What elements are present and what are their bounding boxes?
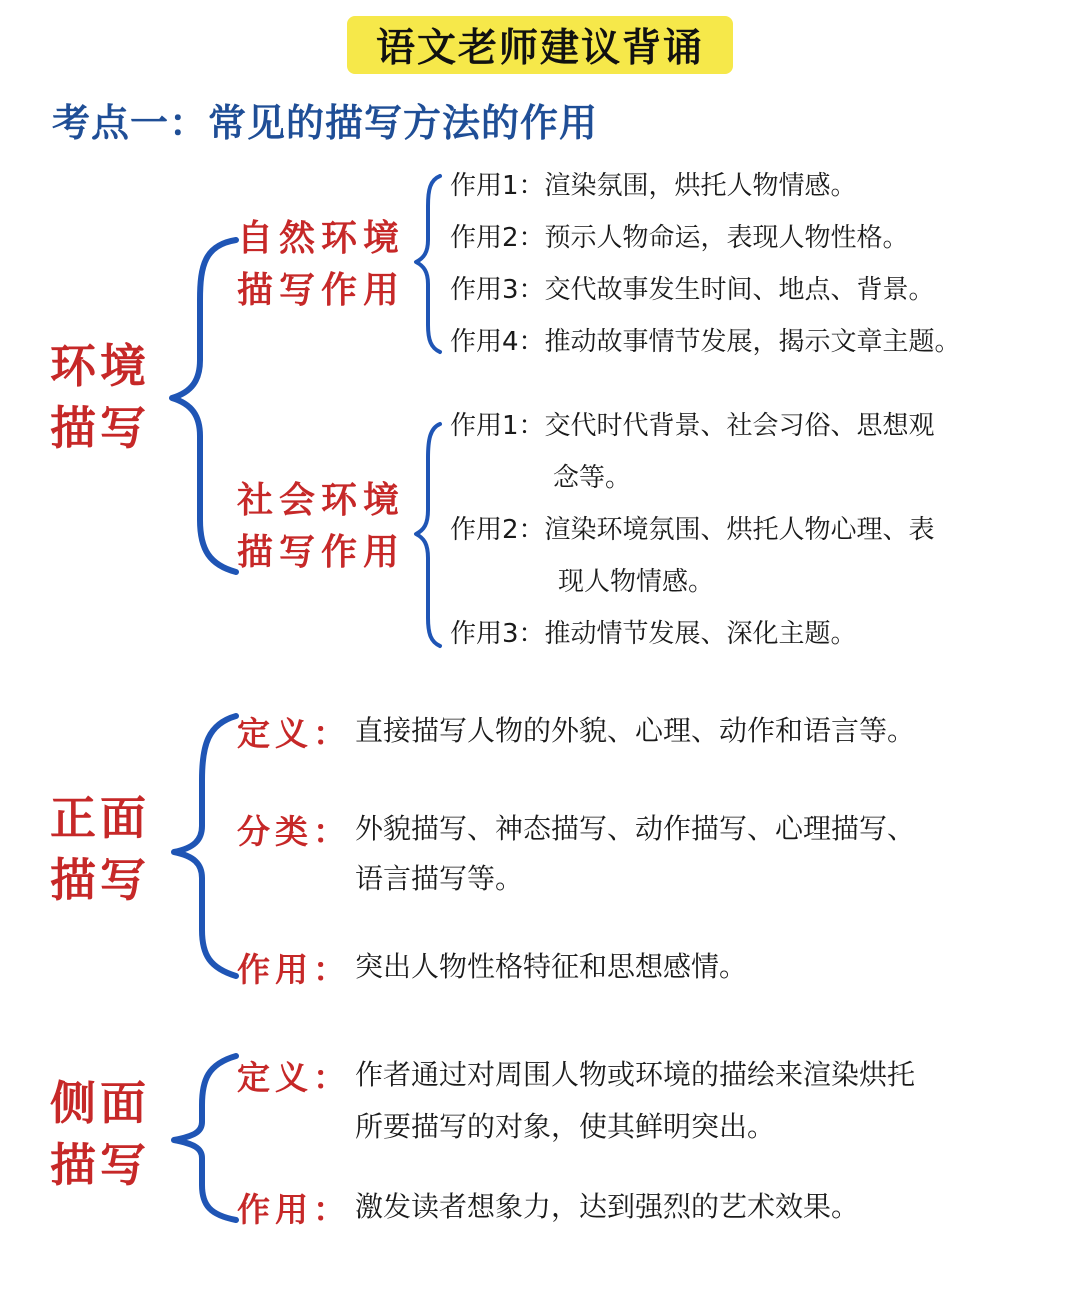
page-title: 语文老师建议背诵: [375, 25, 704, 71]
front-label: [50, 787, 150, 911]
env-label-line1: 环境: [50, 339, 150, 393]
side-label: [50, 1072, 150, 1196]
side-definition-line2: 所要描写的对象，使其鲜明突出。: [355, 1110, 776, 1143]
env-label: [50, 335, 150, 459]
side-label-line2: 描写: [50, 1138, 150, 1192]
social-brace: [416, 424, 440, 646]
env-label-line2: 描写: [50, 401, 150, 455]
front-label-line2: 描写: [50, 853, 150, 907]
natural-item-4: 作用4：推动故事情节发展，揭示文章主题。: [450, 327, 961, 357]
social-label-line1: 社会环境: [237, 479, 406, 521]
front-category-label: 分类：: [237, 812, 351, 851]
front-category-line2: 语言描写等。: [355, 862, 524, 895]
front-definition-text: 直接描写人物的外貌、心理、动作和语言等。: [355, 714, 916, 747]
side-definition-line1: 作者通过对周围人物或环境的描绘来渲染烘托: [355, 1058, 916, 1091]
front-effect-text: 突出人物性格特征和思想感情。: [355, 950, 748, 983]
natural-item-2: 作用2：预示人物命运，表现人物性格。: [450, 223, 909, 253]
side-effect-label: 作用：: [237, 1190, 351, 1229]
side-brace: [174, 1056, 236, 1220]
natural-label-line1: 自然环境: [237, 217, 406, 259]
side-label-line1: 侧面: [50, 1076, 150, 1130]
front-label-line1: 正面: [50, 791, 150, 845]
natural-item-1: 作用1：渲染氛围，烘托人物情感。: [450, 171, 857, 201]
front-definition-label: 定义：: [237, 714, 351, 753]
natural-env-label: [237, 212, 405, 316]
side-definition-label: 定义：: [237, 1058, 351, 1097]
natural-item-3: 作用3：交代故事发生时间、地点、背景。: [450, 275, 935, 305]
social-item-3: 作用3：推动情节发展、深化主题。: [450, 619, 857, 649]
natural-brace: [416, 176, 440, 352]
side-effect-text: 激发读者想象力，达到强烈的艺术效果。: [355, 1190, 860, 1223]
front-category-line1: 外貌描写、神态描写、动作描写、心理描写、: [355, 812, 916, 845]
env-brace: [172, 240, 236, 572]
natural-label-line2: 描写作用: [237, 269, 406, 311]
social-env-label: [237, 474, 405, 578]
social-item-1-cont: 念等。: [553, 463, 632, 493]
front-brace: [174, 716, 236, 976]
section-subtitle: 考点一：常见的描写方法的作用: [52, 100, 599, 145]
social-label-line2: 描写作用: [237, 531, 406, 573]
social-item-2-cont: 现人物情感。: [558, 567, 715, 597]
front-effect-label: 作用：: [237, 950, 351, 989]
social-item-2: 作用2：渲染环境氛围、烘托人物心理、表: [450, 515, 935, 545]
social-item-1: 作用1：交代时代背景、社会习俗、思想观: [450, 411, 935, 441]
